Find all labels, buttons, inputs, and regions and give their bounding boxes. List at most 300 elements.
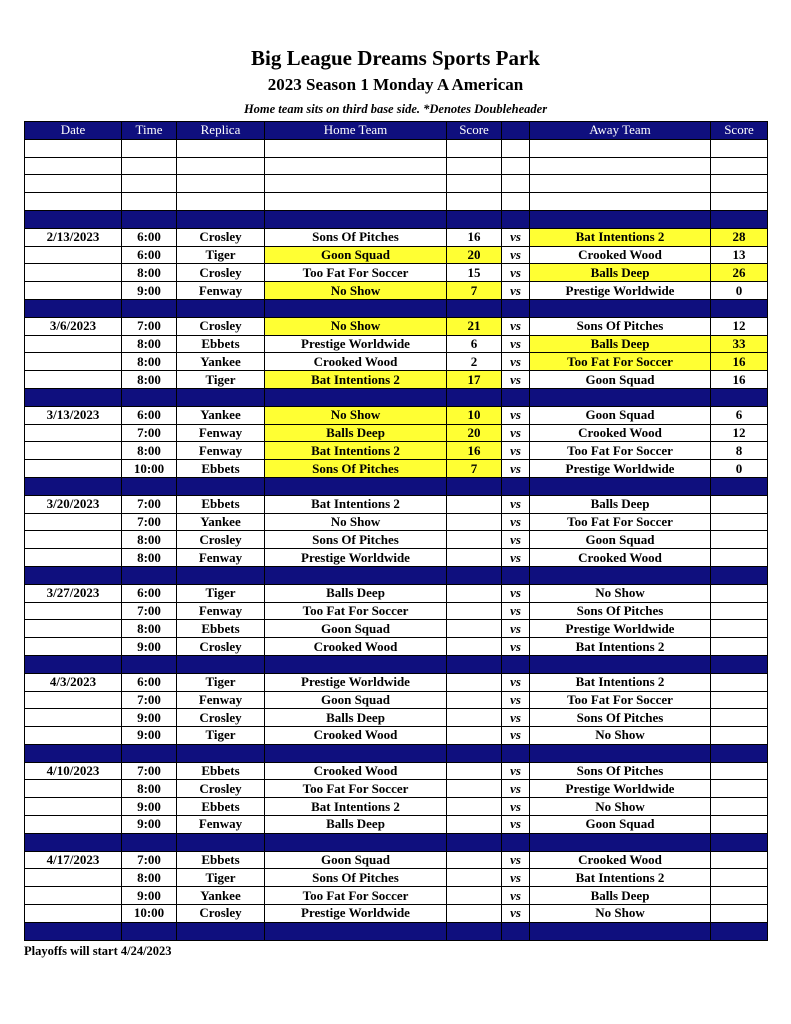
- date-cell: [25, 353, 122, 371]
- away-score-cell: [711, 513, 768, 531]
- away-team-cell: Goon Squad: [530, 816, 711, 834]
- away-team-cell: Crooked Wood: [530, 424, 711, 442]
- replica-field-cell: Yankee: [177, 353, 265, 371]
- home-team-cell: Crooked Wood: [265, 638, 447, 656]
- separator-row: [25, 299, 768, 317]
- game-row: [25, 887, 768, 905]
- vs-cell: vs: [502, 762, 530, 780]
- game-row: [25, 228, 768, 246]
- date-cell: [25, 602, 122, 620]
- column-header-date: Date: [25, 122, 122, 140]
- home-score-cell: 16: [447, 228, 502, 246]
- time-cell: 8:00: [122, 335, 177, 353]
- home-team-cell: Too Fat For Soccer: [265, 780, 447, 798]
- away-score-cell: 0: [711, 282, 768, 300]
- empty-cell: [122, 193, 177, 211]
- time-cell: 9:00: [122, 638, 177, 656]
- home-team-cell: Bat Intentions 2: [265, 798, 447, 816]
- separator-cell: [502, 655, 530, 673]
- home-team-cell: Prestige Worldwide: [265, 673, 447, 691]
- page-subtitle: 2023 Season 1 Monday A American: [267, 75, 524, 94]
- game-row: [25, 513, 768, 531]
- vs-cell: vs: [502, 424, 530, 442]
- time-cell: 9:00: [122, 727, 177, 745]
- vs-cell: vs: [502, 406, 530, 424]
- separator-cell: [530, 299, 711, 317]
- vs-cell: vs: [502, 584, 530, 602]
- away-team-cell: Bat Intentions 2: [530, 228, 711, 246]
- home-score-cell: 7: [447, 460, 502, 478]
- blank-row: [25, 139, 768, 157]
- separator-cell: [265, 744, 447, 762]
- away-team-cell: Too Fat For Soccer: [530, 691, 711, 709]
- date-cell: 4/10/2023: [25, 762, 122, 780]
- date-cell: 3/6/2023: [25, 317, 122, 335]
- empty-cell: [530, 157, 711, 175]
- away-team-cell: Goon Squad: [530, 371, 711, 389]
- home-team-cell: Bat Intentions 2: [265, 371, 447, 389]
- empty-cell: [711, 139, 768, 157]
- separator-cell: [265, 299, 447, 317]
- column-header-away-team: Away Team: [530, 122, 711, 140]
- separator-row: [25, 210, 768, 228]
- game-row: [25, 371, 768, 389]
- time-cell: 8:00: [122, 264, 177, 282]
- replica-field-cell: Crosley: [177, 780, 265, 798]
- separator-cell: [502, 744, 530, 762]
- time-cell: 7:00: [122, 495, 177, 513]
- home-score-cell: 16: [447, 442, 502, 460]
- separator-cell: [177, 833, 265, 851]
- vs-cell: vs: [502, 317, 530, 335]
- game-row: [25, 264, 768, 282]
- separator-cell: [447, 566, 502, 584]
- separator-cell: [447, 744, 502, 762]
- time-cell: 9:00: [122, 887, 177, 905]
- empty-cell: [447, 193, 502, 211]
- empty-cell: [177, 139, 265, 157]
- separator-cell: [265, 477, 447, 495]
- away-team-cell: Goon Squad: [530, 406, 711, 424]
- game-row: [25, 460, 768, 478]
- date-cell: [25, 869, 122, 887]
- time-cell: 7:00: [122, 317, 177, 335]
- game-row: [25, 531, 768, 549]
- date-cell: [25, 887, 122, 905]
- replica-field-cell: Fenway: [177, 442, 265, 460]
- game-row: [25, 869, 768, 887]
- empty-cell: [447, 139, 502, 157]
- vs-cell: vs: [502, 513, 530, 531]
- home-team-cell: Crooked Wood: [265, 727, 447, 745]
- away-team-cell: No Show: [530, 584, 711, 602]
- date-cell: [25, 460, 122, 478]
- vs-cell: vs: [502, 282, 530, 300]
- home-team-cell: Goon Squad: [265, 691, 447, 709]
- separator-cell: [447, 299, 502, 317]
- time-cell: 7:00: [122, 424, 177, 442]
- separator-cell: [265, 210, 447, 228]
- away-score-cell: [711, 531, 768, 549]
- empty-cell: [265, 193, 447, 211]
- away-team-cell: No Show: [530, 727, 711, 745]
- home-score-cell: [447, 709, 502, 727]
- away-score-cell: 26: [711, 264, 768, 282]
- home-score-cell: 17: [447, 371, 502, 389]
- vs-cell: vs: [502, 798, 530, 816]
- away-team-cell: Balls Deep: [530, 335, 711, 353]
- home-score-cell: [447, 869, 502, 887]
- home-team-cell: Goon Squad: [265, 620, 447, 638]
- time-cell: 8:00: [122, 371, 177, 389]
- separator-cell: [177, 210, 265, 228]
- vs-cell: vs: [502, 264, 530, 282]
- away-score-cell: [711, 549, 768, 567]
- game-row: [25, 406, 768, 424]
- home-score-cell: [447, 549, 502, 567]
- home-score-cell: [447, 584, 502, 602]
- date-cell: [25, 513, 122, 531]
- game-row: [25, 602, 768, 620]
- away-score-cell: [711, 780, 768, 798]
- home-team-cell: Prestige Worldwide: [265, 549, 447, 567]
- game-row: [25, 335, 768, 353]
- date-cell: [25, 371, 122, 389]
- empty-cell: [177, 193, 265, 211]
- away-score-cell: [711, 887, 768, 905]
- time-cell: 9:00: [122, 282, 177, 300]
- vs-cell: vs: [502, 335, 530, 353]
- game-row: [25, 638, 768, 656]
- separator-cell: [502, 210, 530, 228]
- home-team-cell: Crooked Wood: [265, 353, 447, 371]
- separator-cell: [265, 388, 447, 406]
- time-cell: 6:00: [122, 246, 177, 264]
- separator-cell: [122, 299, 177, 317]
- game-row: [25, 851, 768, 869]
- blank-row: [25, 157, 768, 175]
- separator-cell: [530, 210, 711, 228]
- game-row: [25, 780, 768, 798]
- home-score-cell: [447, 602, 502, 620]
- separator-cell: [25, 833, 122, 851]
- away-team-cell: Crooked Wood: [530, 549, 711, 567]
- vs-cell: vs: [502, 673, 530, 691]
- separator-cell: [711, 477, 768, 495]
- vs-cell: vs: [502, 691, 530, 709]
- away-team-cell: Prestige Worldwide: [530, 460, 711, 478]
- replica-field-cell: Yankee: [177, 513, 265, 531]
- vs-cell: vs: [502, 887, 530, 905]
- separator-cell: [530, 833, 711, 851]
- empty-cell: [530, 175, 711, 193]
- time-cell: 9:00: [122, 816, 177, 834]
- separator-row: [25, 566, 768, 584]
- home-score-cell: [447, 691, 502, 709]
- date-cell: [25, 816, 122, 834]
- home-team-cell: No Show: [265, 406, 447, 424]
- empty-cell: [711, 175, 768, 193]
- away-team-cell: Bat Intentions 2: [530, 638, 711, 656]
- empty-cell: [25, 139, 122, 157]
- away-score-cell: 8: [711, 442, 768, 460]
- separator-cell: [122, 744, 177, 762]
- blank-row: [25, 193, 768, 211]
- date-cell: [25, 246, 122, 264]
- home-score-cell: [447, 673, 502, 691]
- home-team-cell: Sons Of Pitches: [265, 869, 447, 887]
- vs-cell: vs: [502, 869, 530, 887]
- replica-field-cell: Crosley: [177, 531, 265, 549]
- separator-row: [25, 477, 768, 495]
- home-team-cell: Too Fat For Soccer: [265, 264, 447, 282]
- vs-cell: vs: [502, 531, 530, 549]
- away-score-cell: [711, 495, 768, 513]
- away-team-cell: Too Fat For Soccer: [530, 353, 711, 371]
- away-team-cell: Too Fat For Soccer: [530, 442, 711, 460]
- separator-cell: [711, 210, 768, 228]
- time-cell: 7:00: [122, 851, 177, 869]
- away-team-cell: Sons Of Pitches: [530, 762, 711, 780]
- empty-cell: [711, 157, 768, 175]
- vs-cell: vs: [502, 602, 530, 620]
- empty-cell: [711, 193, 768, 211]
- game-row: [25, 353, 768, 371]
- separator-cell: [447, 477, 502, 495]
- replica-field-cell: Tiger: [177, 727, 265, 745]
- away-team-cell: Sons Of Pitches: [530, 317, 711, 335]
- game-row: [25, 798, 768, 816]
- empty-cell: [447, 157, 502, 175]
- away-score-cell: [711, 602, 768, 620]
- time-cell: 8:00: [122, 869, 177, 887]
- separator-cell: [122, 922, 177, 940]
- separator-cell: [25, 388, 122, 406]
- separator-cell: [265, 922, 447, 940]
- empty-cell: [502, 175, 530, 193]
- separator-cell: [530, 566, 711, 584]
- replica-field-cell: Ebbets: [177, 495, 265, 513]
- away-score-cell: 6: [711, 406, 768, 424]
- away-score-cell: [711, 905, 768, 923]
- empty-cell: [122, 139, 177, 157]
- home-score-cell: 15: [447, 264, 502, 282]
- vs-cell: vs: [502, 780, 530, 798]
- date-cell: 4/17/2023: [25, 851, 122, 869]
- time-cell: 8:00: [122, 353, 177, 371]
- separator-cell: [25, 299, 122, 317]
- empty-cell: [530, 139, 711, 157]
- date-cell: [25, 691, 122, 709]
- away-score-cell: [711, 673, 768, 691]
- empty-cell: [177, 175, 265, 193]
- empty-cell: [265, 175, 447, 193]
- separator-cell: [502, 299, 530, 317]
- replica-field-cell: Ebbets: [177, 620, 265, 638]
- replica-field-cell: Crosley: [177, 317, 265, 335]
- separator-cell: [25, 210, 122, 228]
- separator-cell: [711, 833, 768, 851]
- vs-cell: vs: [502, 228, 530, 246]
- empty-cell: [25, 157, 122, 175]
- away-score-cell: [711, 584, 768, 602]
- separator-cell: [502, 922, 530, 940]
- away-team-cell: Goon Squad: [530, 531, 711, 549]
- separator-cell: [265, 833, 447, 851]
- separator-cell: [530, 477, 711, 495]
- vs-cell: vs: [502, 353, 530, 371]
- home-score-cell: [447, 620, 502, 638]
- vs-cell: vs: [502, 905, 530, 923]
- home-score-cell: [447, 638, 502, 656]
- date-cell: [25, 620, 122, 638]
- home-team-cell: No Show: [265, 317, 447, 335]
- date-cell: [25, 638, 122, 656]
- home-team-cell: Balls Deep: [265, 584, 447, 602]
- replica-field-cell: Tiger: [177, 584, 265, 602]
- column-header-vs: [502, 122, 530, 140]
- time-cell: 9:00: [122, 709, 177, 727]
- separator-cell: [447, 833, 502, 851]
- away-score-cell: [711, 851, 768, 869]
- empty-cell: [502, 139, 530, 157]
- replica-field-cell: Ebbets: [177, 851, 265, 869]
- away-team-cell: No Show: [530, 798, 711, 816]
- replica-field-cell: Yankee: [177, 406, 265, 424]
- separator-row: [25, 655, 768, 673]
- time-cell: 6:00: [122, 228, 177, 246]
- time-cell: 8:00: [122, 442, 177, 460]
- home-score-cell: [447, 762, 502, 780]
- game-row: [25, 442, 768, 460]
- separator-cell: [122, 388, 177, 406]
- time-cell: 7:00: [122, 762, 177, 780]
- separator-cell: [711, 299, 768, 317]
- empty-cell: [25, 193, 122, 211]
- away-team-cell: Bat Intentions 2: [530, 673, 711, 691]
- game-row: [25, 317, 768, 335]
- empty-cell: [177, 157, 265, 175]
- date-cell: 3/13/2023: [25, 406, 122, 424]
- vs-cell: vs: [502, 442, 530, 460]
- column-header-away-score: Score: [711, 122, 768, 140]
- home-score-cell: [447, 905, 502, 923]
- home-team-cell: Goon Squad: [265, 246, 447, 264]
- home-team-cell: Too Fat For Soccer: [265, 887, 447, 905]
- home-team-cell: No Show: [265, 513, 447, 531]
- replica-field-cell: Crosley: [177, 709, 265, 727]
- replica-field-cell: Fenway: [177, 549, 265, 567]
- replica-field-cell: Tiger: [177, 673, 265, 691]
- away-team-cell: Balls Deep: [530, 264, 711, 282]
- home-team-cell: Prestige Worldwide: [265, 905, 447, 923]
- time-cell: 9:00: [122, 798, 177, 816]
- away-team-cell: Sons Of Pitches: [530, 602, 711, 620]
- separator-cell: [447, 655, 502, 673]
- separator-cell: [122, 655, 177, 673]
- empty-cell: [502, 157, 530, 175]
- separator-cell: [25, 922, 122, 940]
- separator-cell: [25, 655, 122, 673]
- separator-cell: [502, 566, 530, 584]
- date-cell: [25, 264, 122, 282]
- away-score-cell: 16: [711, 371, 768, 389]
- home-score-cell: 21: [447, 317, 502, 335]
- game-row: [25, 673, 768, 691]
- away-team-cell: No Show: [530, 905, 711, 923]
- date-cell: [25, 424, 122, 442]
- away-team-cell: Prestige Worldwide: [530, 620, 711, 638]
- vs-cell: vs: [502, 246, 530, 264]
- away-score-cell: 12: [711, 317, 768, 335]
- away-score-cell: [711, 638, 768, 656]
- home-team-cell: Balls Deep: [265, 709, 447, 727]
- game-row: [25, 495, 768, 513]
- home-score-cell: 6: [447, 335, 502, 353]
- separator-cell: [265, 566, 447, 584]
- schedule-table: [24, 121, 768, 941]
- away-team-cell: Crooked Wood: [530, 246, 711, 264]
- away-team-cell: Prestige Worldwide: [530, 780, 711, 798]
- separator-cell: [447, 210, 502, 228]
- separator-cell: [711, 388, 768, 406]
- replica-field-cell: Fenway: [177, 602, 265, 620]
- home-team-cell: Prestige Worldwide: [265, 335, 447, 353]
- time-cell: 8:00: [122, 549, 177, 567]
- separator-row: [25, 833, 768, 851]
- vs-cell: vs: [502, 460, 530, 478]
- home-score-cell: [447, 531, 502, 549]
- time-cell: 8:00: [122, 620, 177, 638]
- column-header-time: Time: [122, 122, 177, 140]
- home-score-cell: 2: [447, 353, 502, 371]
- vs-cell: vs: [502, 638, 530, 656]
- away-score-cell: [711, 691, 768, 709]
- separator-cell: [177, 477, 265, 495]
- home-score-cell: [447, 780, 502, 798]
- column-header-home-score: Score: [447, 122, 502, 140]
- away-team-cell: Too Fat For Soccer: [530, 513, 711, 531]
- schedule-body: [25, 139, 768, 940]
- home-score-cell: [447, 495, 502, 513]
- separator-cell: [530, 388, 711, 406]
- away-score-cell: [711, 762, 768, 780]
- date-cell: 3/20/2023: [25, 495, 122, 513]
- away-team-cell: Sons Of Pitches: [530, 709, 711, 727]
- separator-cell: [25, 477, 122, 495]
- vs-cell: vs: [502, 620, 530, 638]
- home-score-cell: 20: [447, 246, 502, 264]
- replica-field-cell: Crosley: [177, 905, 265, 923]
- separator-cell: [122, 566, 177, 584]
- separator-cell: [25, 566, 122, 584]
- away-score-cell: [711, 620, 768, 638]
- away-score-cell: [711, 816, 768, 834]
- home-score-cell: [447, 851, 502, 869]
- empty-cell: [447, 175, 502, 193]
- vs-cell: vs: [502, 371, 530, 389]
- separator-cell: [122, 833, 177, 851]
- blank-row: [25, 175, 768, 193]
- home-team-cell: Sons Of Pitches: [265, 531, 447, 549]
- time-cell: 8:00: [122, 780, 177, 798]
- game-row: [25, 727, 768, 745]
- home-team-cell: Bat Intentions 2: [265, 495, 447, 513]
- date-cell: [25, 727, 122, 745]
- time-cell: 10:00: [122, 905, 177, 923]
- game-row: [25, 709, 768, 727]
- separator-row: [25, 922, 768, 940]
